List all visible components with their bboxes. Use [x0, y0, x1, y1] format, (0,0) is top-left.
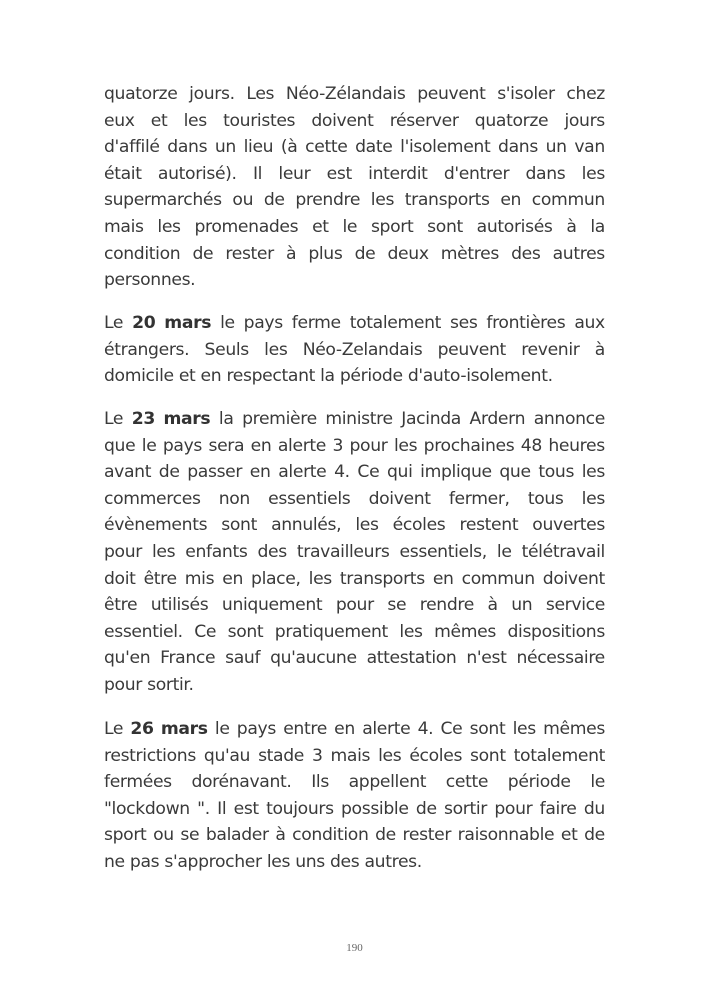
word: première: [242, 409, 317, 429]
word: alerte: [278, 462, 327, 483]
word: un: [545, 137, 567, 158]
word: en: [432, 568, 454, 589]
word: les: [378, 745, 402, 766]
word: quatorze: [474, 110, 549, 131]
word: Il: [217, 798, 227, 819]
word: raisonnable: [457, 825, 555, 846]
word: ministre: [325, 409, 393, 429]
word: sortir: [444, 798, 488, 819]
text-line: [104, 619, 605, 646]
word: dispositions: [507, 621, 605, 642]
word: transports: [404, 190, 490, 211]
word: écoles: [392, 515, 446, 536]
word: place,: [251, 568, 301, 589]
word: les: [581, 462, 605, 483]
word: pour: [349, 435, 388, 456]
word: sport: [104, 825, 147, 846]
word: attestation: [366, 648, 457, 669]
word: en: [500, 190, 522, 211]
word: n'est: [466, 648, 507, 669]
word: doivent: [311, 110, 374, 131]
word: le: [220, 313, 235, 333]
word: de: [192, 243, 214, 264]
word: dans: [525, 163, 566, 184]
word: lieu: [243, 137, 274, 158]
word: sont: [469, 719, 506, 739]
word: sera: [208, 435, 245, 456]
word: à: [487, 595, 498, 616]
text-line: [104, 566, 605, 593]
word: mètres: [440, 243, 499, 264]
text-line: [104, 796, 605, 823]
word: mais: [104, 216, 144, 237]
date-bold: 23: [131, 409, 155, 429]
paragraph-20-mars: [104, 310, 605, 390]
word: s'isoler: [497, 84, 555, 104]
word: et: [150, 110, 168, 131]
word: frontières: [486, 313, 566, 333]
word: date: [355, 137, 393, 158]
word: avant: [104, 462, 152, 483]
word: écoles: [409, 745, 463, 766]
word: commun: [531, 190, 605, 211]
word: mêmes: [434, 621, 496, 642]
text-line: [104, 512, 605, 539]
word: autres: [552, 243, 605, 264]
word: le: [214, 719, 230, 739]
word: prochaines: [423, 435, 515, 456]
word: 3: [332, 435, 344, 456]
word: ses: [450, 313, 478, 333]
date-bold: 26: [130, 719, 154, 739]
word: totalement: [513, 745, 605, 766]
word: annonce: [533, 409, 605, 429]
word: Jacinda: [401, 409, 461, 429]
word: ouvertes: [532, 515, 605, 536]
word: condition: [104, 243, 181, 264]
word: tous: [538, 462, 575, 483]
word: toujours: [266, 798, 334, 819]
word: le: [141, 435, 157, 456]
word: stade: [258, 745, 305, 766]
word: en: [249, 462, 271, 483]
word: les: [183, 110, 207, 131]
word: Le: [104, 719, 124, 739]
word: à: [594, 339, 605, 360]
word: qui: [386, 462, 413, 483]
word: nécessaire: [516, 648, 605, 669]
word: de: [584, 825, 605, 846]
word: les: [581, 163, 605, 184]
text-line: [104, 769, 605, 796]
text-line: [104, 822, 605, 849]
word: 48: [520, 435, 542, 456]
text-line: domicile et en respectant la période d'auto-isolement.: [104, 366, 553, 387]
text-line: [104, 539, 605, 566]
word: que: [499, 462, 531, 483]
word: France: [160, 648, 216, 669]
word: passer: [187, 462, 243, 483]
word: cette: [305, 137, 348, 158]
word: sont: [221, 515, 257, 536]
word: mais: [330, 745, 371, 766]
word: eux: [104, 110, 135, 131]
word: totalement: [349, 313, 442, 333]
text-line: [104, 187, 605, 214]
word: service: [545, 595, 605, 616]
word: qu'au: [203, 745, 251, 766]
word: possible: [341, 798, 409, 819]
word: jours.: [189, 84, 235, 104]
date-bold: mars: [163, 409, 211, 429]
word: annulés,: [271, 515, 342, 536]
word: à: [275, 825, 286, 846]
date-bold: mars: [164, 313, 212, 333]
word: Ce: [194, 621, 217, 642]
word: les: [581, 488, 605, 509]
word: heures: [548, 435, 605, 456]
word: Ce: [357, 462, 380, 483]
word: être: [143, 568, 177, 589]
word: Ce: [440, 719, 463, 739]
paragraph-continuation: [104, 81, 605, 294]
word: essentiels,: [399, 541, 487, 562]
word: Ardern: [469, 409, 526, 429]
word: le: [342, 216, 358, 237]
word: la: [218, 409, 234, 429]
word: leur: [278, 163, 311, 184]
word: commerces: [104, 488, 201, 509]
word: Le: [104, 313, 124, 333]
word: sont: [470, 745, 506, 766]
word: mis: [184, 568, 215, 589]
word: cette: [445, 772, 489, 793]
word: les: [512, 719, 536, 739]
word: les: [157, 216, 181, 237]
word: les: [370, 190, 395, 211]
word: peuvent: [417, 84, 486, 104]
word: est: [233, 798, 259, 819]
text-line: [104, 486, 605, 513]
word: étrangers.: [104, 339, 190, 360]
text-line: [104, 645, 605, 672]
word: Néo-Zélandais: [285, 84, 406, 104]
word: promenades: [194, 216, 299, 237]
word: Les: [246, 84, 275, 104]
word: de: [375, 825, 396, 846]
date-bold: 20: [132, 313, 156, 333]
word: le: [496, 541, 512, 562]
word: autorisé).: [157, 163, 237, 184]
text-line: [104, 214, 605, 241]
word: sauf: [225, 648, 261, 669]
word: en: [250, 435, 272, 456]
word: 4.: [334, 462, 350, 483]
word: Néo-Zelandais: [302, 339, 423, 360]
word: ou: [232, 190, 254, 211]
word: ".: [197, 798, 210, 819]
word: évènements: [104, 515, 208, 536]
word: non: [218, 488, 250, 509]
word: en: [222, 568, 243, 589]
word: se: [387, 595, 407, 616]
text-line: [104, 108, 605, 135]
word: pour: [335, 595, 374, 616]
word: un: [214, 137, 236, 158]
word: essentiels: [268, 488, 351, 509]
word: utilisés: [150, 595, 209, 616]
word: mêmes: [543, 719, 605, 739]
word: être: [104, 595, 138, 616]
word: rester: [402, 825, 452, 846]
word: fermer,: [448, 488, 510, 509]
word: pays: [243, 313, 283, 333]
word: des: [257, 541, 287, 562]
word: les: [264, 339, 288, 360]
text-line: [104, 134, 605, 161]
word: deux: [387, 243, 429, 264]
paragraph-26-mars: [104, 716, 605, 876]
word: les: [355, 515, 379, 536]
word: se: [180, 825, 200, 846]
word: qu'en: [104, 648, 151, 669]
word: uniquement: [221, 595, 323, 616]
text-line: [104, 310, 605, 337]
word: qu'aucune: [270, 648, 357, 669]
word: fermées: [104, 772, 172, 793]
word: implique: [420, 462, 492, 483]
word: sport: [370, 216, 414, 237]
text-line: [104, 406, 605, 433]
word: 4.: [417, 719, 434, 739]
word: Ils: [311, 772, 329, 793]
word: quatorze: [104, 84, 178, 104]
word: revenir: [521, 339, 580, 360]
word: à: [566, 216, 577, 237]
word: touristes: [223, 110, 296, 131]
text-line: [104, 337, 605, 364]
word: Seuls: [204, 339, 249, 360]
page-number: 190: [346, 942, 363, 954]
word: et: [312, 216, 329, 237]
word: rester: [225, 243, 274, 264]
word: en: [334, 719, 355, 739]
word: "lockdown: [104, 798, 190, 819]
word: période: [507, 772, 571, 793]
text-line: pour sortir.: [104, 674, 194, 695]
text-line: [104, 433, 605, 460]
word: entre: [283, 719, 327, 739]
word: peuvent: [437, 339, 506, 360]
word: commun: [461, 568, 535, 589]
word: un: [511, 595, 533, 616]
word: Il: [252, 163, 263, 184]
word: ferme: [291, 313, 341, 333]
word: travailleurs: [296, 541, 390, 562]
word: les: [152, 541, 176, 562]
word: aux: [574, 313, 605, 333]
word: supermarchés: [104, 190, 222, 211]
word: de: [263, 190, 285, 211]
word: du: [583, 798, 605, 819]
word: dorénavant.: [191, 772, 292, 793]
word: pays: [162, 435, 203, 456]
word: chez: [566, 84, 605, 104]
word: tous: [527, 488, 564, 509]
word: jours: [564, 110, 605, 131]
word: d'entrer: [443, 163, 510, 184]
word: télétravail: [521, 541, 605, 562]
word: pays: [236, 719, 276, 739]
word: l'isolement: [400, 137, 491, 158]
word: la: [590, 216, 605, 237]
text-line: [104, 459, 605, 486]
word: dans: [498, 137, 538, 158]
word: faire: [539, 798, 577, 819]
word: restrictions: [104, 745, 196, 766]
word: pour: [494, 798, 533, 819]
word: balader: [205, 825, 269, 846]
word: et: [560, 825, 578, 846]
word: des: [511, 243, 541, 264]
text-line: [104, 592, 605, 619]
word: alerte: [362, 719, 411, 739]
word: restent: [459, 515, 519, 536]
text-line: [104, 241, 605, 268]
text-line: ne pas s'approcher les uns des autres.: [104, 851, 422, 872]
word: dans: [167, 137, 208, 158]
paragraph-23-mars: [104, 406, 605, 699]
word: les: [399, 621, 423, 642]
word: prendre: [295, 190, 361, 211]
word: de: [354, 243, 376, 264]
word: doivent: [368, 488, 431, 509]
word: d'affilé: [104, 137, 160, 158]
word: alerte: [277, 435, 327, 456]
word: réserver: [389, 110, 459, 131]
word: doit: [104, 568, 136, 589]
text-line: personnes.: [104, 270, 196, 291]
word: les: [308, 568, 332, 589]
word: autorisés: [476, 216, 553, 237]
word: pratiquement: [274, 621, 388, 642]
word: Le: [104, 409, 124, 429]
word: doivent: [542, 568, 605, 589]
word: que: [104, 435, 136, 456]
text-line: [104, 81, 605, 108]
word: est: [326, 163, 352, 184]
word: interdit: [368, 163, 428, 184]
word: sont: [227, 621, 264, 642]
word: le: [590, 772, 605, 793]
date-bold: mars: [160, 719, 208, 739]
text-line: [104, 716, 605, 743]
word: enfants: [185, 541, 248, 562]
word: 3: [311, 745, 323, 766]
word: sont: [427, 216, 463, 237]
word: appellent: [348, 772, 427, 793]
text-line: [104, 743, 605, 770]
word: transports: [339, 568, 425, 589]
word: condition: [292, 825, 369, 846]
word: van: [574, 137, 605, 158]
word: plus: [308, 243, 343, 264]
word: de: [415, 798, 437, 819]
word: pour: [104, 541, 142, 562]
word: à: [286, 243, 297, 264]
word: de: [158, 462, 180, 483]
word: rendre: [419, 595, 474, 616]
word: (à: [280, 137, 298, 158]
word: les: [393, 435, 418, 456]
word: était: [104, 163, 142, 184]
text-line: [104, 161, 605, 188]
word: essentiel.: [104, 621, 183, 642]
word: ou: [153, 825, 174, 846]
